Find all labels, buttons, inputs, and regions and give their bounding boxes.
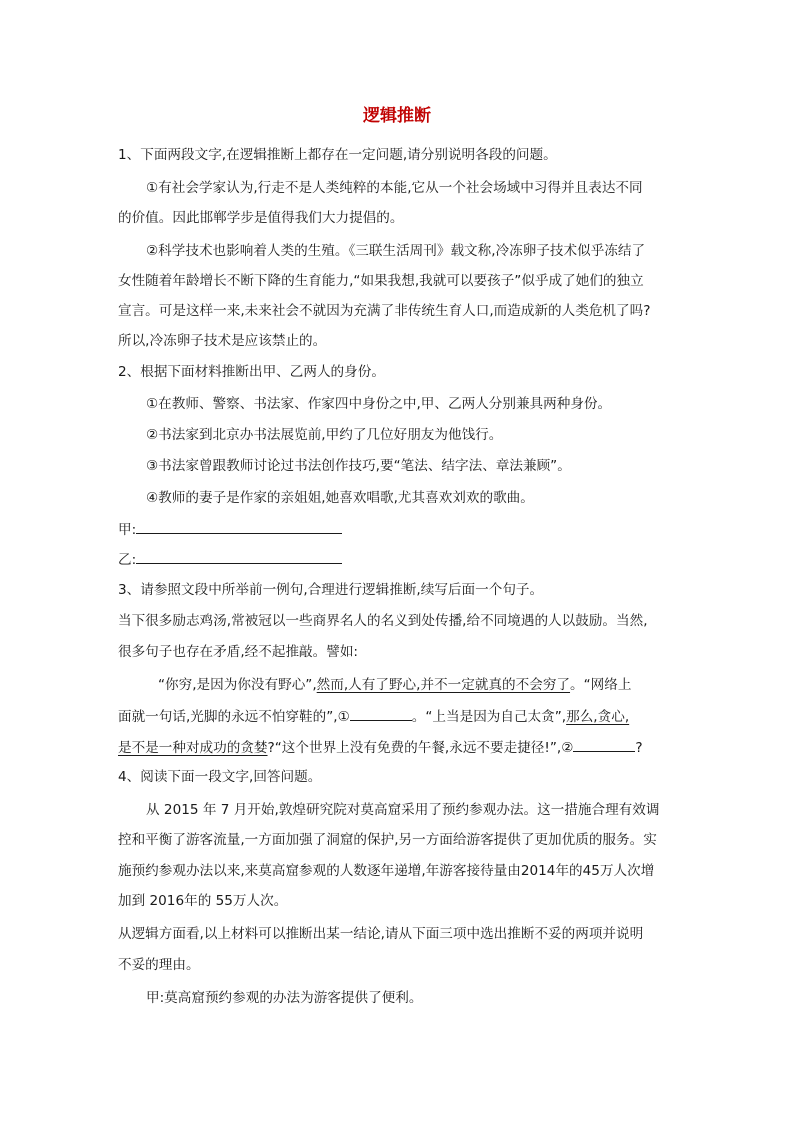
- question-4-passage-line-2: 控和平衡了游客流量,一方面加强了洞窟的保护,另一方面给游客提供了更加优质的服务。实: [118, 832, 657, 848]
- answer-blank-jia[interactable]: [136, 519, 342, 534]
- answer-label-yi: 乙:: [118, 552, 137, 568]
- question-4-passage-line-4: 加到 2016年的 55万人次。: [118, 893, 288, 909]
- question-1-paragraph-2-line-3: 宣言。可是这样一来,未来社会不就因为充满了非传统生育人口,而造成新的人类危机了吗?: [118, 303, 651, 319]
- question-2-condition-2: ②书法家到北京办书法展览前,甲约了几位好朋友为他饯行。: [146, 427, 503, 443]
- example-quote-1: “你穷,是因为你没有野心”,: [158, 677, 317, 693]
- question-1-paragraph-2-line-2: 女性随着年龄增长不断下降的生育能力,“如果我想,我就可以要孩子”似乎成了她们的独立: [118, 273, 644, 289]
- question-1-paragraph-2-line-1: ②科学技术也影响着人类的生殖。《三联生活周刊》载文称,冷冻卵子技术似乎冻结了: [146, 243, 646, 259]
- question-2-condition-1: ①在教师、警察、书法家、作家四中身份之中,甲、乙两人分别兼具两种身份。: [146, 396, 612, 412]
- question-3-passage-line-3: [158, 675, 678, 695]
- question-1-stem: 1、下面两段文字,在逻辑推断上都存在一定问题,请分别说明各段的问题。: [118, 147, 557, 163]
- question-3-passage-line-4: [118, 706, 678, 727]
- example-inference-underlined: 然而,人有了野心,并不一定就真的不会穷了: [316, 677, 571, 693]
- question-4-option-jia: 甲:莫高窟预约参观的办法为游客提供了便利。: [146, 990, 423, 1006]
- quote-4: ?“这个世界上没有免费的午餐,永远不要走捷径!”,②: [267, 740, 574, 756]
- question-1-paragraph-2-line-4: 所以,冷冻卵子技术是应该禁止的。: [118, 333, 327, 349]
- quote-2-end: 面就一句话,光脚的永远不怕穿鞋的”,①: [118, 709, 350, 725]
- question-1-paragraph-1-line-1: ①有社会学家认为,行走不是人类纯粹的本能,它从一个社会场域中习得并且表达不同: [146, 180, 643, 196]
- answer-line-yi: [118, 549, 678, 570]
- question-2-condition-3: ③书法家曾跟教师讨论过书法创作技巧,要“笔法、结字法、章法兼顾”。: [146, 458, 571, 474]
- question-mark: ?: [635, 740, 643, 756]
- quote-2-start: 。“网络上: [570, 677, 632, 693]
- answer-line-jia: [118, 519, 678, 540]
- answer-label-jia: 甲:: [118, 522, 137, 538]
- question-1-paragraph-1-line-2: 的价值。因此邯郸学步是值得我们大力提倡的。: [118, 210, 404, 226]
- question-3-passage-line-5: [118, 737, 678, 758]
- question-4-prompt-line-2: 不妥的理由。: [118, 957, 200, 973]
- answer-blank-2[interactable]: [573, 737, 635, 752]
- question-3-stem: 3、请参照文段中所举前一例句,合理进行逻辑推断,续写后面一个句子。: [118, 582, 544, 598]
- page-title: 逻辑推断: [363, 106, 431, 126]
- question-4-stem: 4、阅读下面一段文字,回答问题。: [118, 769, 322, 785]
- answer-blank-1[interactable]: [350, 706, 412, 721]
- question-2-stem: 2、根据下面材料推断出甲、乙两人的身份。: [118, 364, 385, 380]
- question-3-passage-line-2: 很多句子也存在矛盾,经不起推敲。譬如:: [118, 644, 358, 660]
- question-4-prompt-line-1: 从逻辑方面看,以上材料可以推断出某一结论,请从下面三项中选出推断不妥的两项并说明: [118, 926, 644, 942]
- quote-3: 。“上当是因为自己太贪”,: [411, 709, 567, 725]
- question-3-passage-line-1: 当下很多励志鸡汤,常被冠以一些商界名人的名义到处传播,给不同境遇的人以鼓励。当然,: [118, 613, 648, 629]
- answer-blank-yi[interactable]: [136, 549, 342, 564]
- question-4-passage-line-1: 从 2015 年 7 月开始,敦煌研究院对莫高窟采用了预约参观办法。这一措施合理有效调: [146, 802, 660, 818]
- example-inference-2-end-underlined: 是不是一种对成功的贪婪: [118, 740, 268, 756]
- question-4-passage-line-3: 施预约参观办法以来,来莫高窟参观的人数逐年递增,年游客接待量由2014年的45万人次增: [118, 863, 655, 879]
- question-2-condition-4: ④教师的妻子是作家的亲姐姐,她喜欢唱歌,尤其喜欢刘欢的歌曲。: [146, 490, 534, 506]
- example-inference-2-start-underlined: 那么,贪心,: [566, 709, 630, 725]
